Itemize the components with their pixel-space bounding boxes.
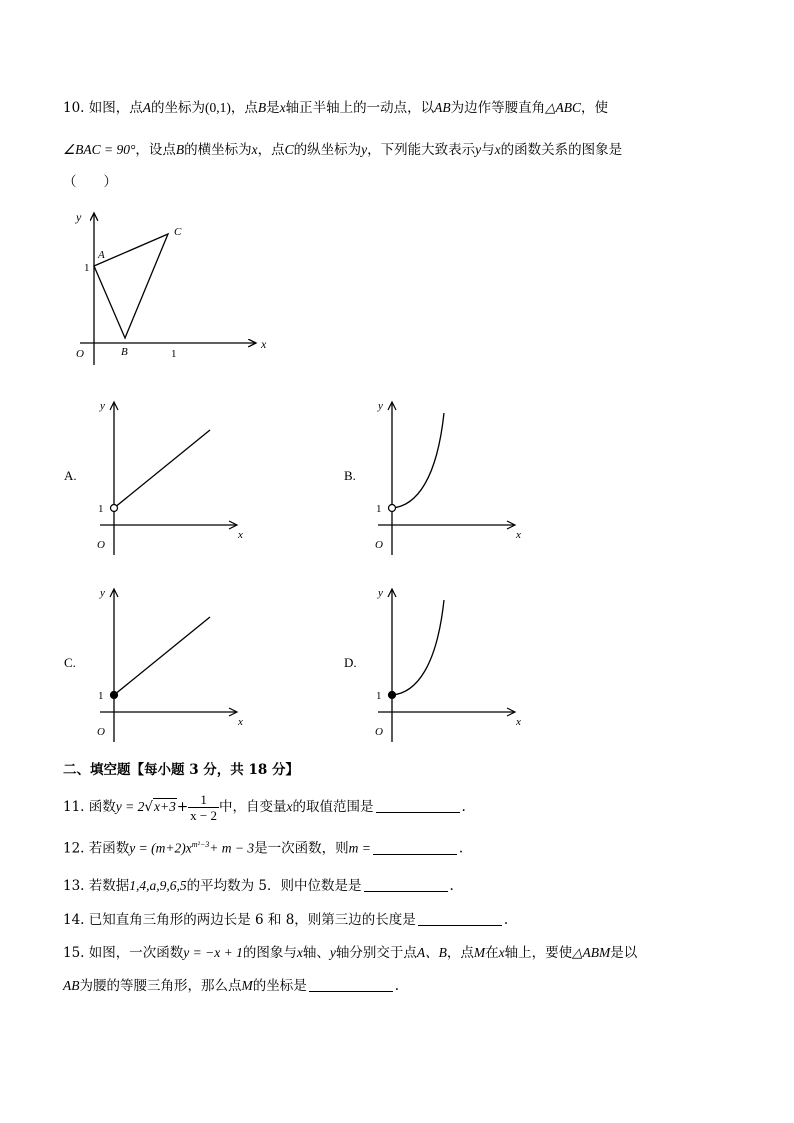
option-c-letter[interactable]: C.: [64, 655, 76, 670]
q12: 12. 若函数$y = (m+2)x^{m^2-3}+ m - 3$是一次函数，则m = .: [63, 840, 464, 857]
q12-blank[interactable]: [373, 840, 457, 855]
q11: 11. 函数y = 2√x+3+ $\frac{1}{x - 2}$ 中，自变量x的取值范围是 .: [63, 792, 466, 823]
q13-blank[interactable]: [364, 877, 448, 892]
x-label: x: [238, 529, 243, 541]
fig-c-label: C: [174, 226, 182, 238]
fig-a-label: A: [98, 249, 105, 261]
graph-curve: [392, 413, 444, 508]
q11-fraction: $\frac{1}{x - 2}$: [190, 792, 217, 823]
closed-endpoint: [389, 692, 396, 699]
origin-label: O: [375, 726, 383, 738]
q10-answer-paren: （ ）: [63, 174, 117, 190]
q14: 14. 已知直角三角形的两边长是 6 和 8，则第三边的长度是 .: [63, 912, 509, 928]
fig-y-label: y: [76, 210, 82, 224]
fig-x-label: x: [261, 337, 267, 351]
one-label: 1: [98, 503, 104, 515]
fig-o-label: O: [76, 348, 84, 360]
x-label: x: [516, 716, 521, 728]
option-a-graph: [90, 395, 250, 560]
option-b-graph: [368, 395, 528, 560]
q15-blank[interactable]: [309, 977, 393, 992]
open-endpoint: [111, 505, 118, 512]
y-label: y: [100, 400, 105, 412]
option-d-letter[interactable]: D.: [344, 655, 357, 670]
q10-figure: [60, 205, 280, 370]
origin-label: O: [97, 726, 105, 738]
q10-line1: 10. 如图，点A的坐标为(0,1)，点B是x轴正半轴上的一动点，以AB为边作等腰直角△ABC，使: [63, 100, 609, 116]
one-label: 1: [376, 503, 382, 515]
graph-line: [114, 617, 210, 695]
option-c-graph: [90, 582, 250, 747]
q15-line1: 15. 如图，一次函数y = −x + 1的图象与x轴、y轴分别交于点A、B，点M在x轴上，要使△ABM是以: [63, 945, 638, 961]
option-b-letter[interactable]: B.: [344, 468, 356, 483]
x-label: x: [516, 529, 521, 541]
option-a-letter[interactable]: A.: [64, 468, 77, 483]
origin-label: O: [97, 539, 105, 551]
fig-one-y: 1: [84, 262, 90, 274]
origin-label: O: [375, 539, 383, 551]
y-label: y: [100, 587, 105, 599]
section-2-title: 二、填空题【每小题 3 分，共 18 分】: [63, 762, 299, 778]
y-label: y: [378, 400, 383, 412]
one-label: 1: [376, 690, 382, 702]
q11-blank[interactable]: [376, 798, 460, 813]
q10-line2: ∠BAC = 90°，设点B的横坐标为x，点C的纵坐标为y，下列能大致表示y与x的函数关系的图象是: [63, 142, 623, 158]
graph-curve: [392, 600, 444, 695]
option-d-graph: [368, 582, 528, 747]
fig-b-label: B: [121, 346, 128, 358]
q14-blank[interactable]: [418, 911, 502, 926]
graph-line: [114, 430, 210, 508]
q13: 13. 若数据1,4,a,9,6,5的平均数为 5．则中位数是是 .: [63, 878, 454, 894]
triangle-abc: [94, 234, 168, 338]
fig-one-x: 1: [171, 348, 177, 360]
open-endpoint: [389, 505, 396, 512]
y-label: y: [378, 587, 383, 599]
q15-line2: AB为腰的等腰三角形，那么点M的坐标是 .: [63, 978, 400, 994]
one-label: 1: [98, 690, 104, 702]
closed-endpoint: [111, 692, 118, 699]
x-label: x: [238, 716, 243, 728]
